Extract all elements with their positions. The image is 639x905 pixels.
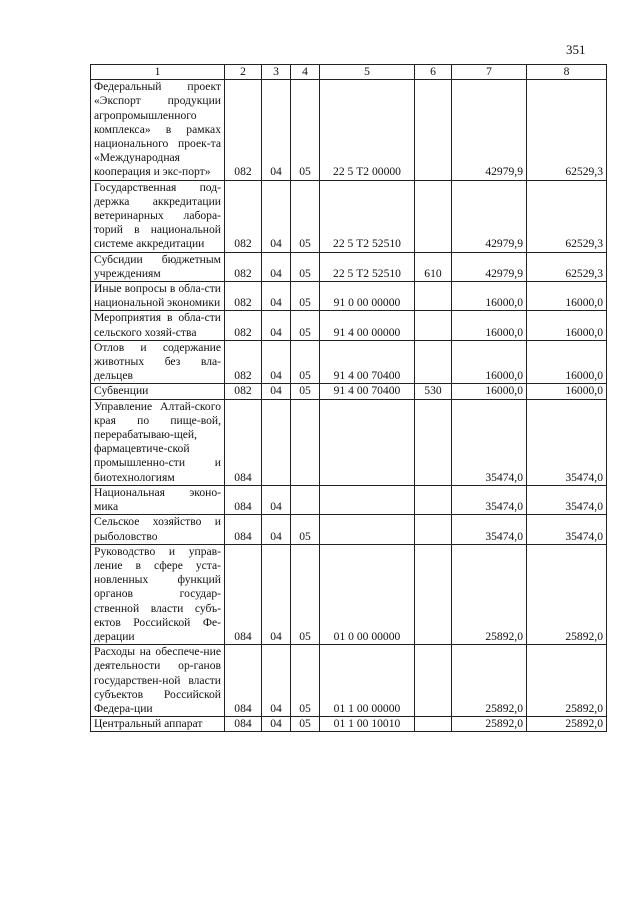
subsection-code: 05 [291, 544, 320, 644]
grbs-code: 084 [225, 544, 262, 644]
target-article-code: 22 5 Т2 52510 [320, 252, 415, 281]
row-name: Субсидии бюджетным учреждениям [91, 252, 225, 281]
amount-year-1: 16000,0 [452, 384, 527, 399]
target-article-code: 91 4 00 00000 [320, 311, 415, 340]
amount-year-1: 16000,0 [452, 311, 527, 340]
amount-year-2: 62529,3 [527, 80, 607, 180]
grbs-code: 084 [225, 515, 262, 544]
grbs-code: 082 [225, 340, 262, 384]
table-body [91, 80, 607, 732]
amount-year-1: 42979,9 [452, 252, 527, 281]
expense-type-code [415, 515, 452, 544]
subsection-code: 05 [291, 311, 320, 340]
subsection-code: 05 [291, 515, 320, 544]
table-row [91, 399, 607, 485]
grbs-code: 082 [225, 311, 262, 340]
section-code: 04 [262, 485, 291, 514]
header-cell: 2 [225, 65, 262, 80]
section-code: 04 [262, 340, 291, 384]
subsection-code: 05 [291, 80, 320, 180]
row-name: Отлов и содержание животных без вла-дельцев [91, 340, 225, 384]
expense-type-code [415, 80, 452, 180]
subsection-code [291, 399, 320, 485]
grbs-code: 082 [225, 252, 262, 281]
row-name: Федеральный проект «Экспорт продукции агропромышленного комплекса» в рамках национального проек-та «Международная кооперация и экс-порт» [91, 80, 225, 180]
grbs-code: 084 [225, 399, 262, 485]
target-article-code [320, 485, 415, 514]
amount-year-2: 16000,0 [527, 311, 607, 340]
section-code: 04 [262, 544, 291, 644]
amount-year-1: 25892,0 [452, 544, 527, 644]
grbs-code: 084 [225, 645, 262, 717]
subsection-code [291, 485, 320, 514]
row-name: Национальная эконо-мика [91, 485, 225, 514]
amount-year-2: 25892,0 [527, 717, 607, 732]
amount-year-1: 35474,0 [452, 399, 527, 485]
amount-year-1: 42979,9 [452, 180, 527, 252]
amount-year-2: 35474,0 [527, 485, 607, 514]
grbs-code: 084 [225, 485, 262, 514]
header-cell: 5 [320, 65, 415, 80]
table-row [91, 485, 607, 514]
subsection-code: 05 [291, 282, 320, 311]
amount-year-2: 35474,0 [527, 399, 607, 485]
header-cell: 4 [291, 65, 320, 80]
page-number: 351 [566, 42, 586, 57]
expense-type-code [415, 485, 452, 514]
section-code: 04 [262, 282, 291, 311]
header-cell: 1 [91, 65, 225, 80]
section-code: 04 [262, 515, 291, 544]
expense-type-code [415, 311, 452, 340]
header-row [91, 65, 607, 80]
target-article-code: 01 1 00 00000 [320, 645, 415, 717]
subsection-code: 05 [291, 384, 320, 399]
amount-year-2: 62529,3 [527, 180, 607, 252]
amount-year-2: 16000,0 [527, 282, 607, 311]
amount-year-1: 42979,9 [452, 80, 527, 180]
table-row [91, 544, 607, 644]
expense-type-code [415, 282, 452, 311]
amount-year-1: 35474,0 [452, 485, 527, 514]
table-row [91, 717, 607, 732]
section-code: 04 [262, 645, 291, 717]
grbs-code: 082 [225, 180, 262, 252]
section-code: 04 [262, 311, 291, 340]
grbs-code: 082 [225, 80, 262, 180]
amount-year-1: 16000,0 [452, 340, 527, 384]
table-row [91, 645, 607, 717]
table-row [91, 340, 607, 384]
subsection-code: 05 [291, 252, 320, 281]
expense-type-code [415, 544, 452, 644]
grbs-code: 084 [225, 717, 262, 732]
table-row [91, 180, 607, 252]
amount-year-2: 25892,0 [527, 544, 607, 644]
expense-type-code [415, 717, 452, 732]
row-name: Руководство и управ-ление в сфере уста-новленных функций органов государ-ственной власти субъ-ектов Российской Фе-дерации [91, 544, 225, 644]
row-name: Центральный аппарат [91, 717, 225, 732]
row-name: Расходы на обеспече-ние деятельности ор-ганов государствен-ной власти субъектов Российской Федера-ции [91, 645, 225, 717]
header-cell: 3 [262, 65, 291, 80]
section-code [262, 399, 291, 485]
table-row [91, 311, 607, 340]
expense-type-code: 530 [415, 384, 452, 399]
subsection-code: 05 [291, 717, 320, 732]
expense-type-code [415, 399, 452, 485]
table-row [91, 282, 607, 311]
row-name: Государственная под-держка аккредитации ветеринарных лабора-торий в национальной системе аккредитации [91, 180, 225, 252]
amount-year-2: 16000,0 [527, 384, 607, 399]
section-code: 04 [262, 717, 291, 732]
grbs-code: 082 [225, 384, 262, 399]
expense-type-code [415, 645, 452, 717]
target-article-code: 91 4 00 70400 [320, 340, 415, 384]
amount-year-2: 16000,0 [527, 340, 607, 384]
section-code: 04 [262, 252, 291, 281]
target-article-code: 22 5 Т2 52510 [320, 180, 415, 252]
table-row [91, 252, 607, 281]
amount-year-1: 35474,0 [452, 515, 527, 544]
row-name: Сельское хозяйство и рыболовство [91, 515, 225, 544]
amount-year-1: 25892,0 [452, 645, 527, 717]
expense-type-code: 610 [415, 252, 452, 281]
table-row [91, 80, 607, 180]
header-cell: 6 [415, 65, 452, 80]
header-cell: 7 [452, 65, 527, 80]
row-name: Мероприятия в обла-сти сельского хозяй-ства [91, 311, 225, 340]
section-code: 04 [262, 80, 291, 180]
target-article-code: 01 1 00 10010 [320, 717, 415, 732]
subsection-code: 05 [291, 645, 320, 717]
amount-year-1: 16000,0 [452, 282, 527, 311]
section-code: 04 [262, 384, 291, 399]
grbs-code: 082 [225, 282, 262, 311]
row-name: Управление Алтай-ского края по пище-вой, перерабатываю-щей, фармацевтиче-ской промышленно-сти и биотехнологиям [91, 399, 225, 485]
target-article-code: 91 0 00 00000 [320, 282, 415, 311]
row-name: Иные вопросы в обла-сти национальной экономики [91, 282, 225, 311]
expense-type-code [415, 340, 452, 384]
target-article-code [320, 399, 415, 485]
budget-table [90, 64, 607, 732]
target-article-code: 01 0 00 00000 [320, 544, 415, 644]
header-cell: 8 [527, 65, 607, 80]
amount-year-2: 35474,0 [527, 515, 607, 544]
amount-year-1: 25892,0 [452, 717, 527, 732]
row-name: Субвенции [91, 384, 225, 399]
target-article-code: 22 5 Т2 00000 [320, 80, 415, 180]
table-row [91, 384, 607, 399]
table-header [91, 65, 607, 80]
subsection-code: 05 [291, 180, 320, 252]
section-code: 04 [262, 180, 291, 252]
target-article-code: 91 4 00 70400 [320, 384, 415, 399]
amount-year-2: 25892,0 [527, 645, 607, 717]
table-row [91, 515, 607, 544]
expense-type-code [415, 180, 452, 252]
target-article-code [320, 515, 415, 544]
amount-year-2: 62529,3 [527, 252, 607, 281]
subsection-code: 05 [291, 340, 320, 384]
